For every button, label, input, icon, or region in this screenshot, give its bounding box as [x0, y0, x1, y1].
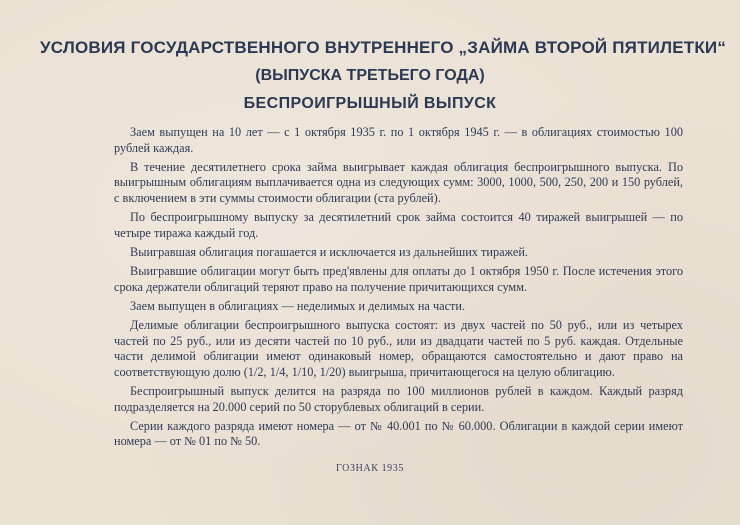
paragraph-categories: Беспроигрышный выпуск делится на разряда по 100 миллионов рублей в каждом. Каждый разряд подразделяется на 20.000 серий по 50 сторублевых облигаций в серии.: [114, 384, 683, 414]
paragraph-series-numbers: Серии каждого разряда имеют номера — от № 40.001 по № 60.000. Облигации в каждой серии имеют номера — от № 01 по № 50.: [114, 418, 683, 449]
paragraph-term: Заем выпущен на 10 лет — с 1 октября 1935 г. по 1 октября 1945 г. — в облигациях стоимостью 100 рублей каждая.: [114, 125, 683, 155]
paragraph-redemption: Выигравшая облигация погашается и исключается из дальнейших тиражей.: [130, 244, 529, 259]
issue-type-heading: БЕСПРОИГРЫШНЫЙ ВЫПУСК: [243, 95, 497, 112]
paragraph-claim-deadline: Выигравшие облигации могут быть пред'явлены для оплаты до 1 октября 1950 г. После истечения этого срока держатели облигаций теряют право на получение причитающихся сумм.: [114, 264, 683, 294]
paragraph-bond-types: Заем выпущен в облигациях — неделимых и делимых на части.: [130, 298, 466, 313]
conditions-text: [114, 125, 683, 454]
printer-imprint: ГОЗНАК 1935: [336, 463, 404, 474]
paragraph-draws: По беспроигрышному выпуску за десятилетний срок займа состоится 40 тиражей выигрышей — по четыре тиража каждый год.: [114, 210, 683, 240]
paragraph-winnings: В течение десятилетнего срока займа выигрывает каждая облигация беспроигрышного выпуска. По выигрышным облигациям выплачивается одна из следующих сумм: 3000, 1000, 500, 250, 200 и 150 рублей, с включением в эти суммы стоимости облигации (ста рублей).: [114, 159, 683, 205]
document-subtitle: (ВЫПУСКА ТРЕТЬЕГО ГОДА): [255, 67, 485, 84]
paragraph-divisible-bonds: Делимые облигации беспроигрышного выпуска состоят: из двух частей по 50 руб., или из четырех частей по 25 руб., или из десяти частей по 10 руб., или из двадцати частей по 5 руб. каждая. Отдельные части делимой облигации имеют одинаковый номер, обращаются самостоятельно и дают право на соответствующую долю (1/2, 1/4, 1/10, 1/20) выигрыша, причитающегося на целую облигацию.: [114, 318, 683, 379]
document-title: УСЛОВИЯ ГОСУДАРСТВЕННОГО ВНУТРЕННЕГО „ЗАЙМА ВТОРОЙ ПЯТИЛЕТКИ“: [40, 38, 727, 57]
